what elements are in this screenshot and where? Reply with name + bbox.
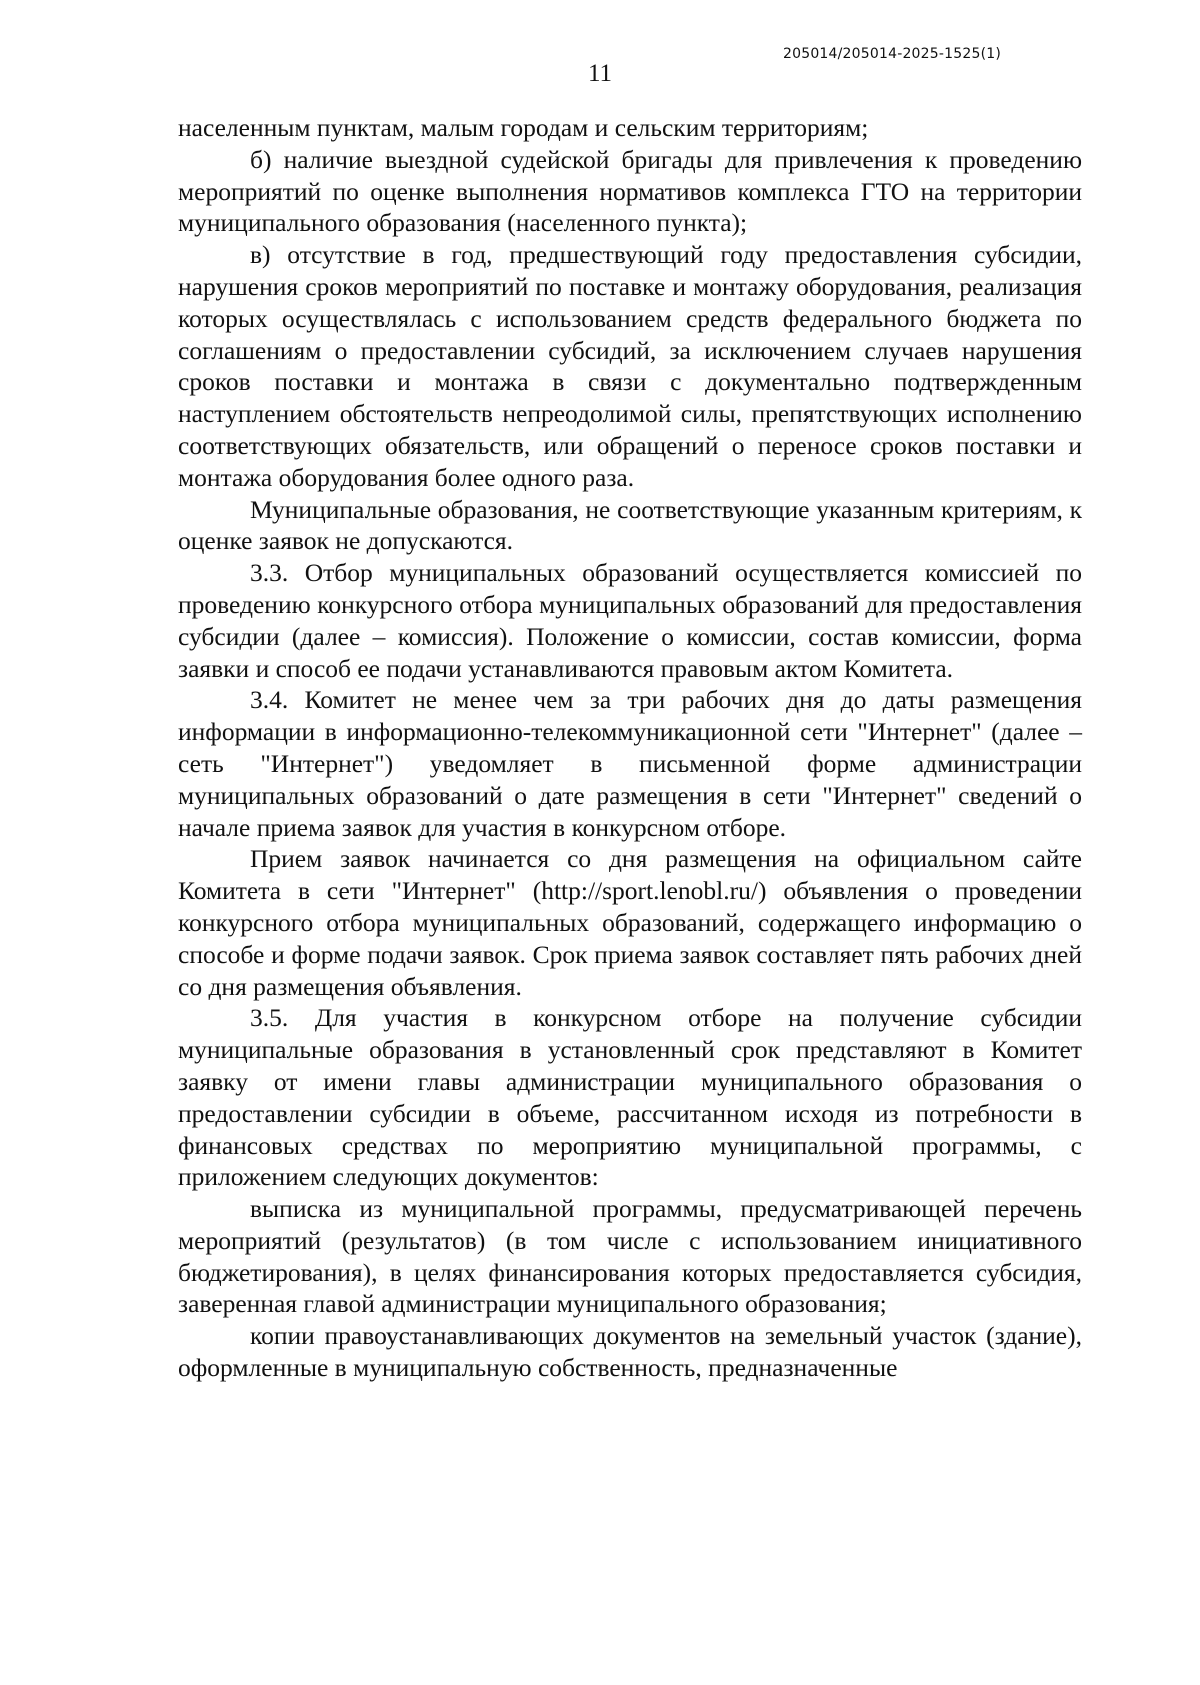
paragraph-continuation: населенным пунктам, малым городам и сельским территориям;	[178, 113, 869, 142]
page-number: 11	[587, 60, 613, 87]
paragraph-3-3: 3.3. Отбор муниципальных образований осуществляется комиссией по проведению конкурсного отбора муниципальных образований для предоставления субсидии (далее – комиссия). Положение о комиссии, состав комиссии, форма заявки и способ ее подачи устанавливаются правовым актом Комитета.	[178, 558, 1082, 683]
paragraph-item-b: б) наличие выездной судейской бригады для привлечения к проведению мероприятий по оценке выполнения нормативов комплекса ГТО на территории муниципального образования (населенного пункта);	[178, 144, 1082, 238]
paragraph-3-4: 3.4. Комитет не менее чем за три рабочих дня до даты размещения информации в информационно-телекоммуникационной сети "Интернет" (далее – сеть "Интернет") уведомляет в письменной форме администрации муниципальных образований о дате размещения в сети "Интернет" сведений о начале приема заявок для участия в конкурсном отборе.	[178, 685, 1082, 842]
paragraph-land-documents: копии правоустанавливающих документов на земельный участок (здание), оформленные в муниципальную собственность, предназначенные	[178, 1321, 1082, 1383]
document-registration-number: 205014/205014-2025-1525(1)	[783, 46, 1001, 62]
paragraph-criteria-note: Муниципальные образования, не соответствующие указанным критериям, к оценке заявок не допускаются.	[178, 494, 1082, 556]
paragraph-application-acceptance: Прием заявок начинается со дня размещения на официальном сайте Комитета в сети "Интернет" (http://sport.lenobl.ru/) объявления о проведении конкурсного отбора муниципальных образований, содержащего информацию о способе и форме подачи заявок. Срок приема заявок составляет пять рабочих дней со дня размещения объявления.	[178, 844, 1082, 1001]
paragraph-3-5: 3.5. Для участия в конкурсном отборе на получение субсидии муниципальные образования в установленный срок представляют в Комитет заявку от имени главы администрации муниципального образования о предоставлении субсидии в объеме, рассчитанном исходя из потребности в финансовых средствах по мероприятию муниципальной программы, с приложением следующих документов:	[178, 1003, 1082, 1192]
paragraph-item-v: в) отсутствие в год, предшествующий году предоставления субсидии, нарушения сроков мероприятий по поставке и монтажу оборудования, реализация которых осуществлялась с использованием средств федерального бюджета по соглашениям о предоставлении субсидий, за исключением случаев нарушения сроков поставки и монтажа в связи с документально подтвержденным наступлением обстоятельств непреодолимой силы, препятствующих исполнению соответствующих обязательств, или обращений о переносе сроков поставки и монтажа оборудования более одного раза.	[178, 240, 1082, 492]
paragraph-program-extract: выписка из муниципальной программы, предусматривающей перечень мероприятий (результатов) (в том числе с использованием инициативного бюджетирования), в целях финансирования которых предоставляется субсидия, заверенная главой администрации муниципального образования;	[178, 1194, 1082, 1319]
document-body	[178, 112, 1082, 1384]
